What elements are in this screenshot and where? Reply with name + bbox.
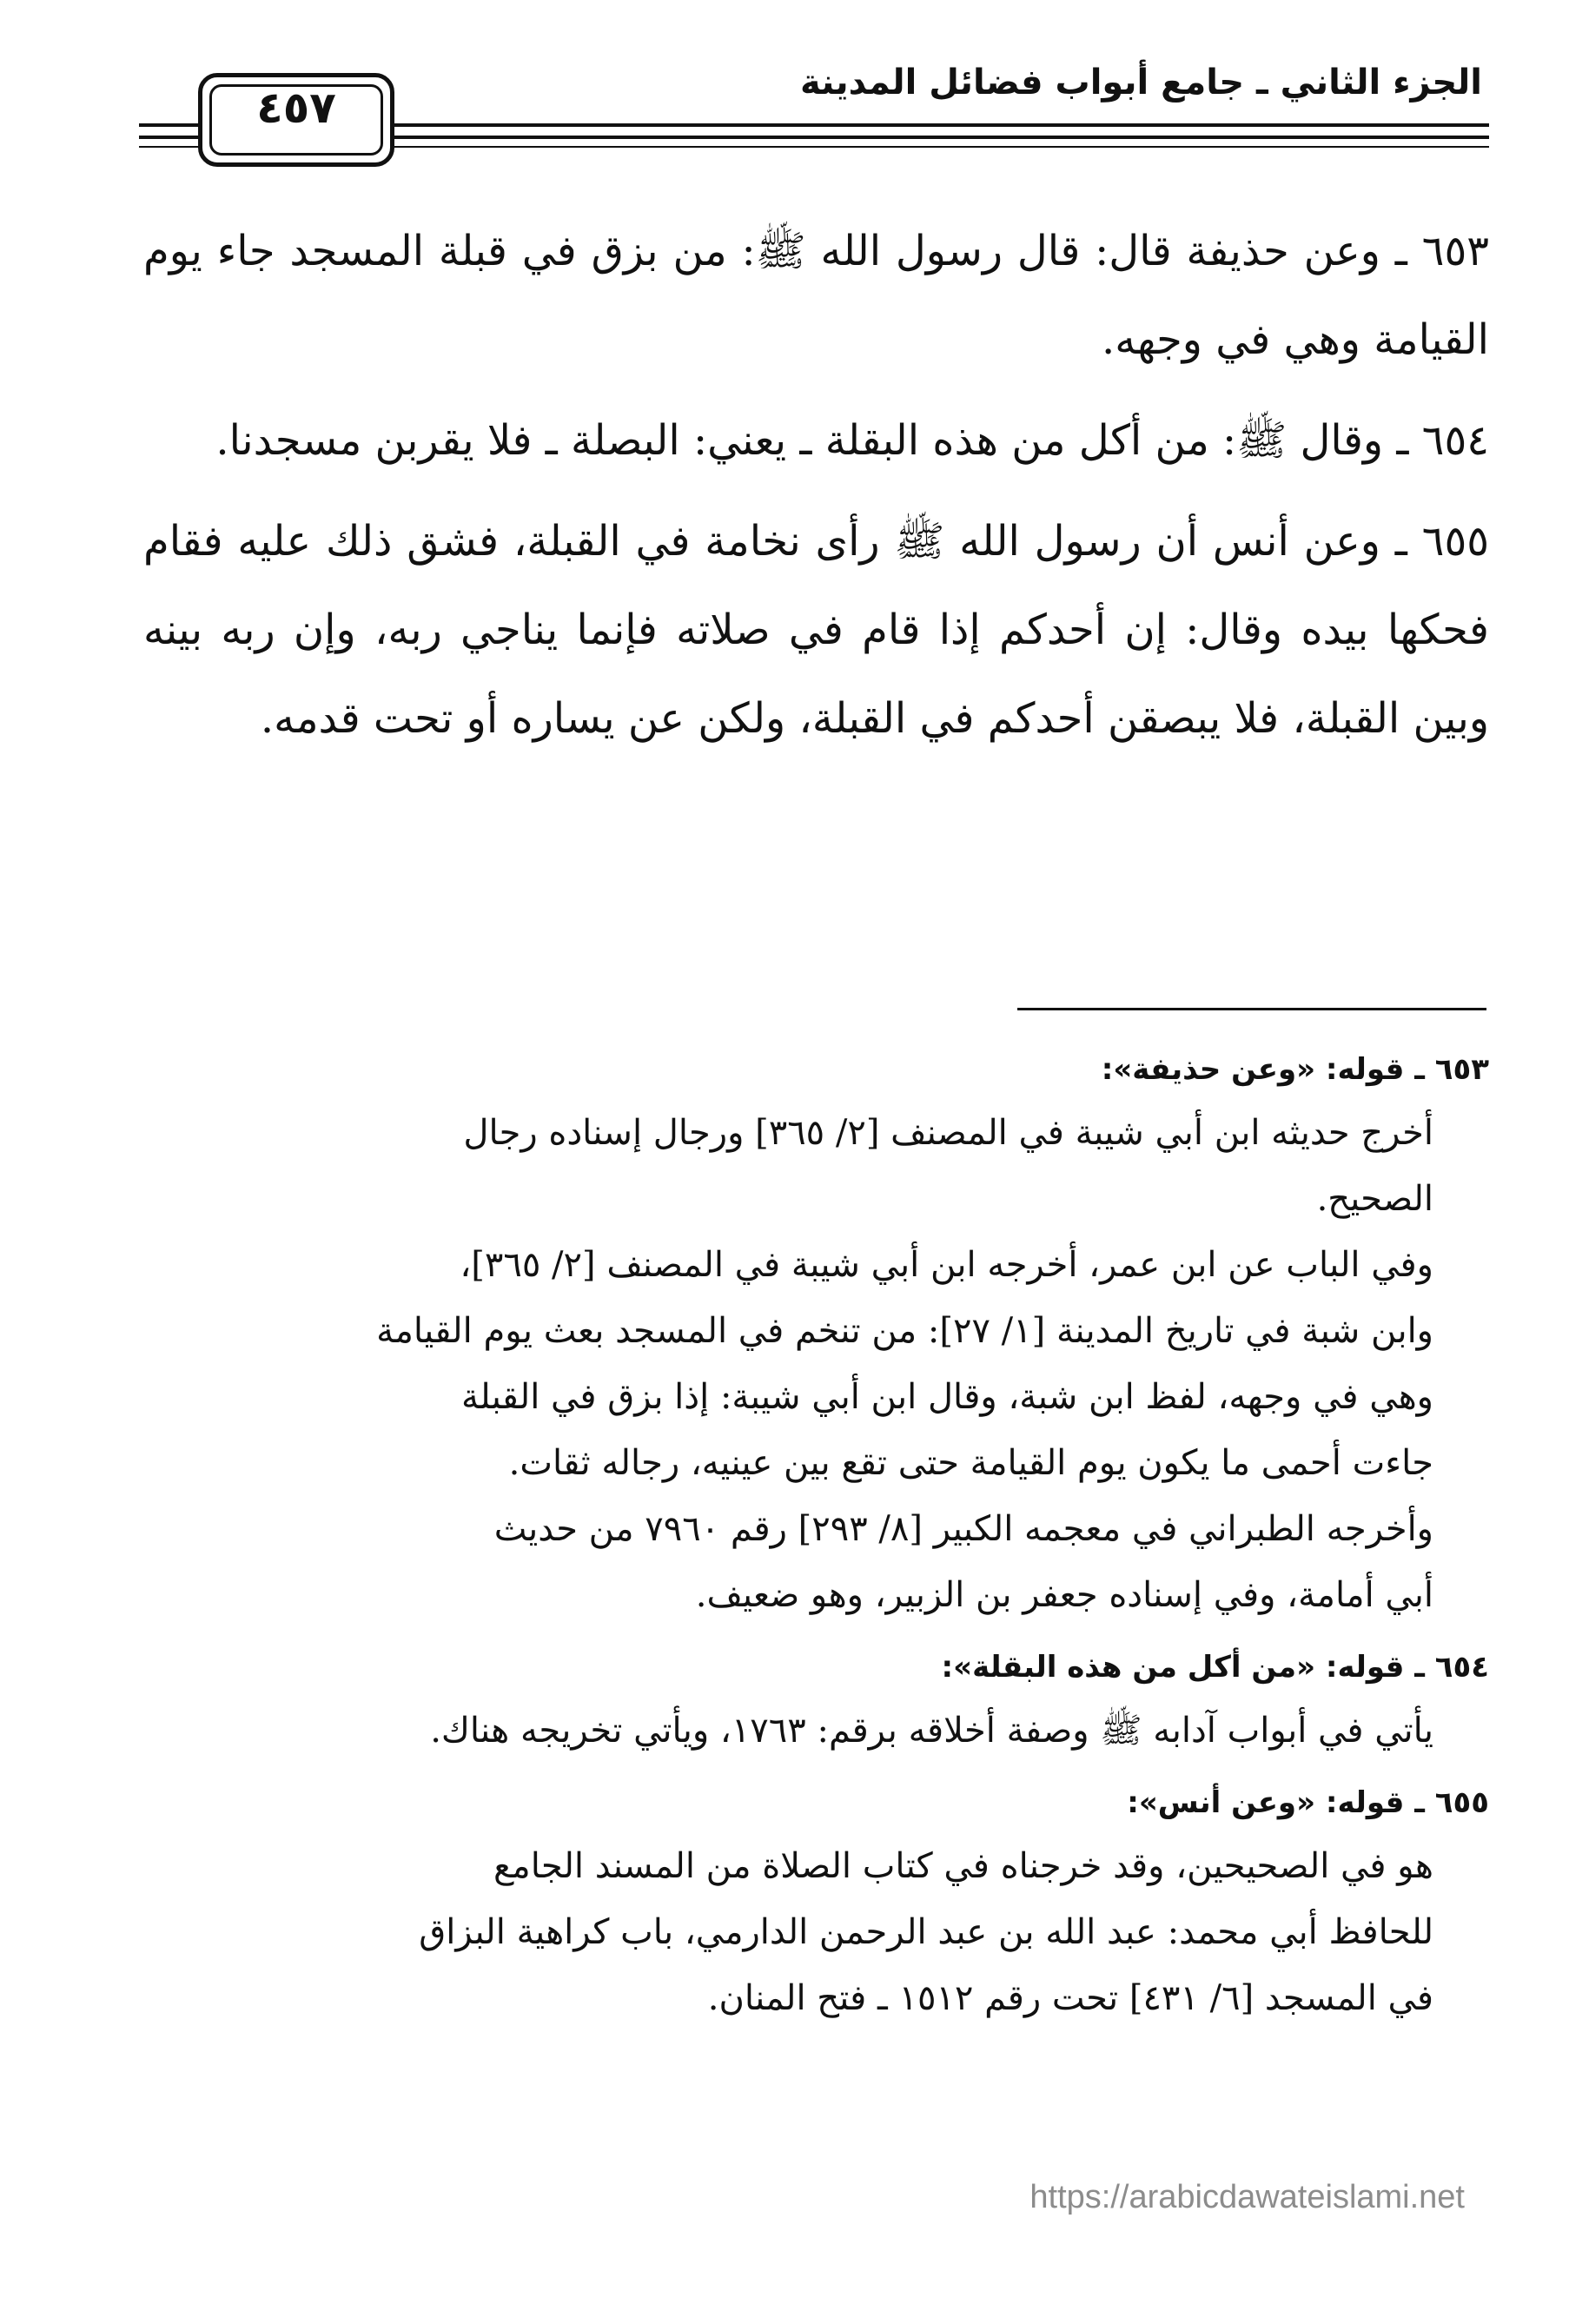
footnote-line: يأتي في أبواب آدابه ﷺ وصفة أخلاقه برقم: ١٧٦٣، ويأتي تخريجه هناك. [430, 1711, 1433, 1751]
footnote-line: أخرج حديثه ابن أبي شيبة في المصنف [٢/ ٣٦٥] ورجال إسناده رجال [463, 1113, 1433, 1153]
footnote-line: وابن شبة في تاريخ المدينة [١/ ٢٧]: من تنخم في المسجد بعث يوم القيامة [376, 1311, 1433, 1351]
footnote-654-heading: ٦٥٤ ـ قوله: «من أكل من هذه البقلة»: [941, 1650, 1489, 1685]
footnote-line: جاءت أحمى ما يكون يوم القيامة حتى تقع بين عينيه، رجاله ثقات. [508, 1443, 1433, 1483]
footnote-line: أبي أمامة، وفي إسناده جعفر بن الزبير، وهو ضعيف. [695, 1575, 1433, 1615]
hadith-655: ٦٥٥ ـ وعن أنس أن رسول الله ﷺ رأى نخامة في القبلة، فشق ذلك عليه فقام فحكها بيده وقال: إن أحدكم إذا قام في صلاته فإنما يناجي ربه، وإن ربه بينه وبين القبلة، فلا يبصقن أحدكم في القبلة، ولكن عن يساره أو تحت قدمه. [143, 517, 1490, 743]
hadith-654: ٦٥٤ ـ وقال ﷺ: من أكل من هذه البقلة ـ يعني: البصلة ـ فلا يقربن مسجدنا. [215, 416, 1489, 465]
footnote-separator [1017, 1008, 1486, 1010]
hadith-653: ٦٥٣ ـ وعن حذيفة قال: قال رسول الله ﷺ: من بزق في قبلة المسجد جاء يوم القيامة وهي في وجهه. [143, 227, 1489, 364]
footnote-653-heading: ٦٥٣ ـ قوله: «وعن حذيفة»: [1101, 1052, 1489, 1087]
footnote-line: وفي الباب عن ابن عمر، أخرجه ابن أبي شيبة في المصنف [٢/ ٣٦٥]، [460, 1245, 1433, 1285]
footnote-line: للحافظ أبي محمد: عبد الله بن عبد الرحمن الدارمي، باب كراهية البزاق [419, 1912, 1433, 1952]
page-header [139, 52, 1489, 182]
page-number: ٤٥٧ [256, 83, 336, 133]
page-number-frame [198, 73, 394, 167]
footnote-line: هو في الصحيحين، وقد خرجناه في كتاب الصلاة من المسند الجامع [493, 1846, 1433, 1886]
footnote-line: وهي في وجهه، لفظ ابن شبة، وقال ابن أبي شيبة: إذا بزق في القبلة [461, 1377, 1433, 1417]
footnote-line: الصحيح. [1316, 1179, 1433, 1219]
footnotes [143, 1039, 1489, 2031]
main-text [143, 207, 1489, 775]
footnote-655-heading: ٦٥٥ ـ قوله: «وعن أنس»: [1127, 1785, 1489, 1820]
footnote-line: في المسجد [٦/ ٤٣١] تحت رقم ١٥١٢ ـ فتح المنان. [707, 1978, 1433, 2018]
running-title: الجزء الثاني ـ جامع أبواب فضائل المدينة [800, 63, 1482, 103]
footnote-line: وأخرجه الطبراني في معجمه الكبير [٨/ ٢٩٣] رقم ٧٩٦٠ من حديث [493, 1509, 1433, 1549]
watermark-url: https://arabicdawateislami.net [1029, 2179, 1465, 2215]
